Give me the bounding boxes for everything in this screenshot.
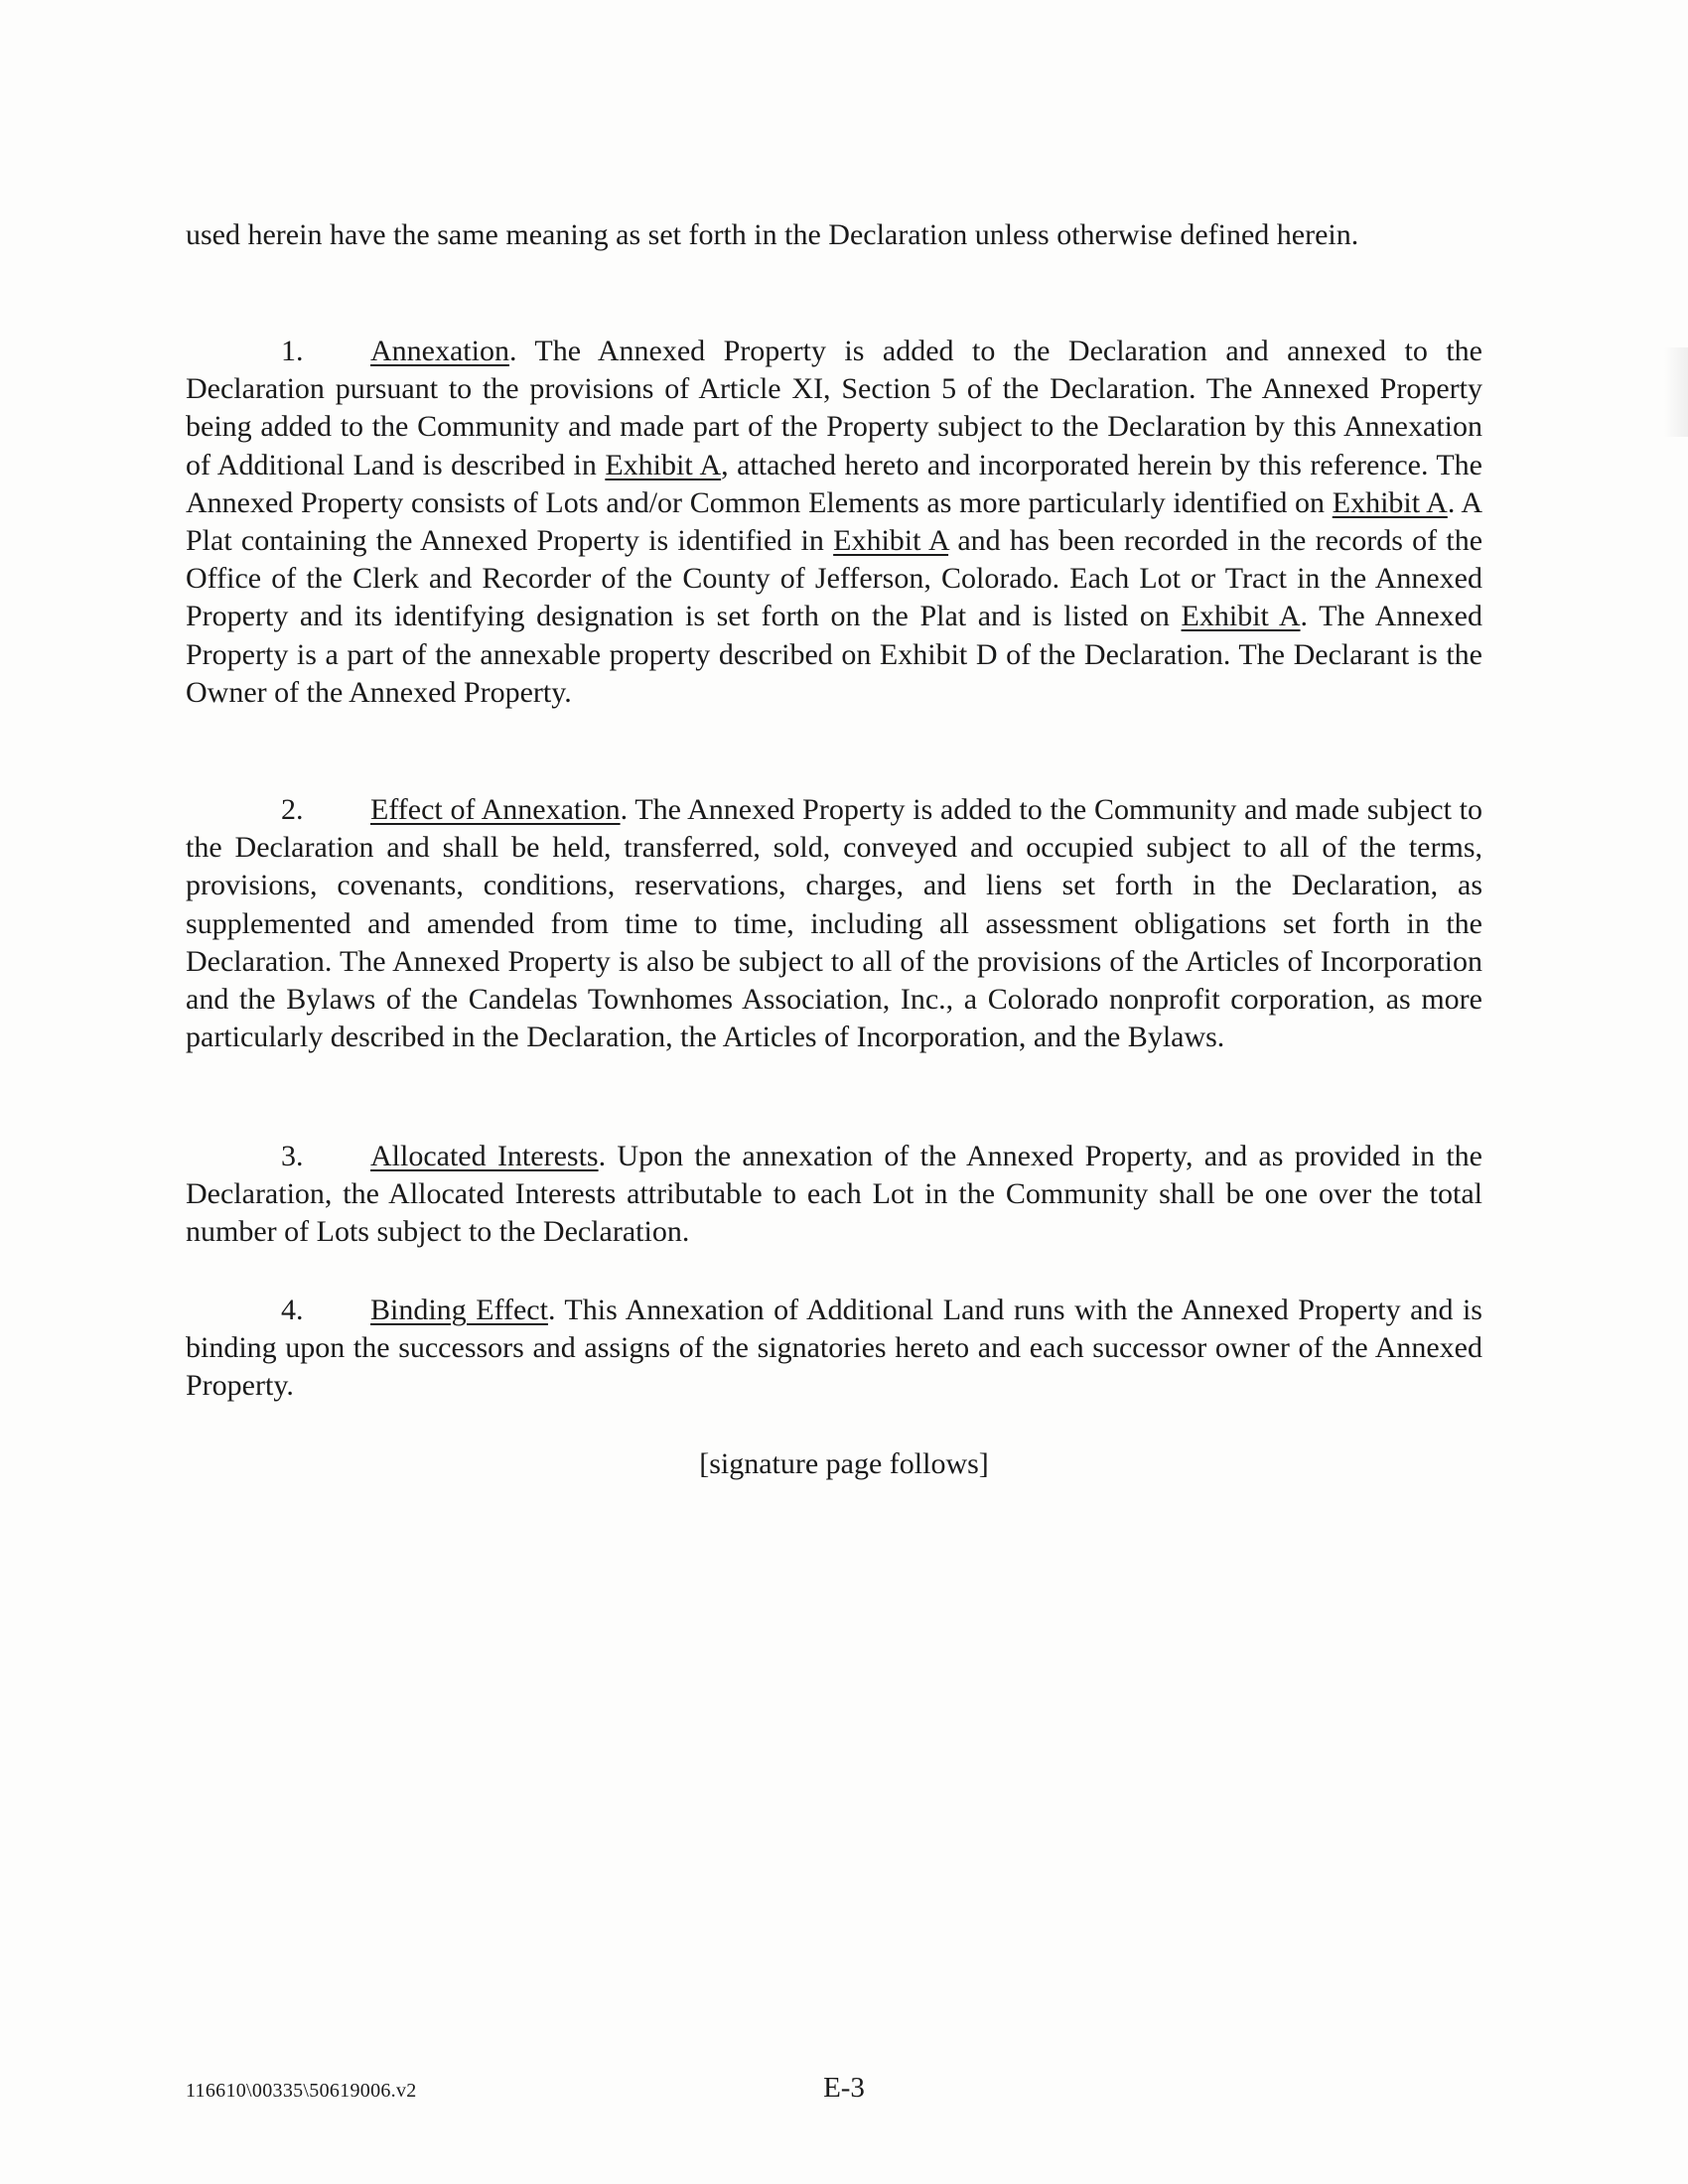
- document-id: 116610\00335\50619006.v2: [186, 2080, 417, 2102]
- section-text: , attached hereto and incorporated herein by this reference. The Annexed Property consists of Lots and/or Common Elements as more particularly identified on: [186, 448, 1483, 519]
- section-text: . The Annexed Property is added to the Community and made subject to the Declaration and shall be held, transferred, sold, conveyed and occupied subject to all of the terms, provisions, covenants, conditions, reservations, charges, and liens set forth in the Declaration, as supplemented and amended from time to time, including all assessment obligations set forth in the Declaration. The Annexed Property is also be subject to all of the provisions of the Articles of Incorporation and the Bylaws of the Candelas Townhomes Association, Inc., a Colorado nonprofit corporation, as more particularly described in the Declaration, the Articles of Incorporation, and the Bylaws.: [186, 793, 1483, 1054]
- section-heading: Effect of Annexation: [370, 793, 621, 826]
- exhibit-reference: Exhibit A: [833, 524, 949, 558]
- section-heading: Annexation: [370, 335, 509, 367]
- section-annexation: [186, 333, 1482, 712]
- section-text: . This Annexation of Additional Land runs with the Annexed Property and is binding upon the successors and assigns of the signatories hereto and each successor owner of the Annexed Property.: [186, 1294, 1482, 1403]
- section-text: . A Plat containing the Annexed Property is identified in: [186, 485, 1483, 558]
- section-number: 3.: [281, 1140, 304, 1172]
- section-binding-effect: [186, 1292, 1482, 1406]
- intro-paragraph: [186, 216, 1482, 254]
- exhibit-reference: Exhibit A: [605, 448, 722, 481]
- section-text: . Upon the annexation of the Annexed Property, and as provided in the Declaration, the Allocated Interests attributable to each Lot in the Community shall be one over the total number of Lots subject to the Declaration.: [186, 1140, 1482, 1249]
- scan-artifact: [1664, 347, 1688, 437]
- section-allocated-interests: [186, 1138, 1482, 1252]
- section-heading: Binding Effect: [370, 1294, 548, 1326]
- signature-page-note: [signature page follows]: [699, 1447, 989, 1480]
- section-text: . The Annexed Property is added to the Declaration and annexed to the Declaration pursuant to the provisions of Article XI, Section 5 of the Declaration. The Annexed Property being added to the Community and made part of the Property subject to the Declaration by this Annexation of Additional Land is described in: [186, 335, 1482, 481]
- section-text: and has been recorded in the records of the Office of the Clerk and Recorder of the County of Jefferson, Colorado. Each Lot or Tract in the Annexed Property and its identifying designation is set forth on the Plat and is listed on: [186, 524, 1483, 633]
- page-number: E-3: [823, 2072, 865, 2104]
- section-heading: Allocated Interests: [370, 1140, 599, 1172]
- section-number: 4.: [281, 1294, 304, 1326]
- exhibit-reference: Exhibit A: [1181, 600, 1301, 633]
- section-effect-of-annexation: [186, 791, 1482, 1056]
- exhibit-reference: Exhibit A: [1332, 485, 1448, 519]
- section-text: . The Annexed Property is a part of the annexable property described on Exhibit D of the Declaration. The Declarant is the Owner of the Annexed Property.: [186, 600, 1482, 709]
- section-number: 2.: [281, 793, 304, 826]
- intro-text: used herein have the same meaning as set forth in the Declaration unless otherwise defined herein.: [186, 218, 1359, 251]
- section-number: 1.: [281, 335, 304, 367]
